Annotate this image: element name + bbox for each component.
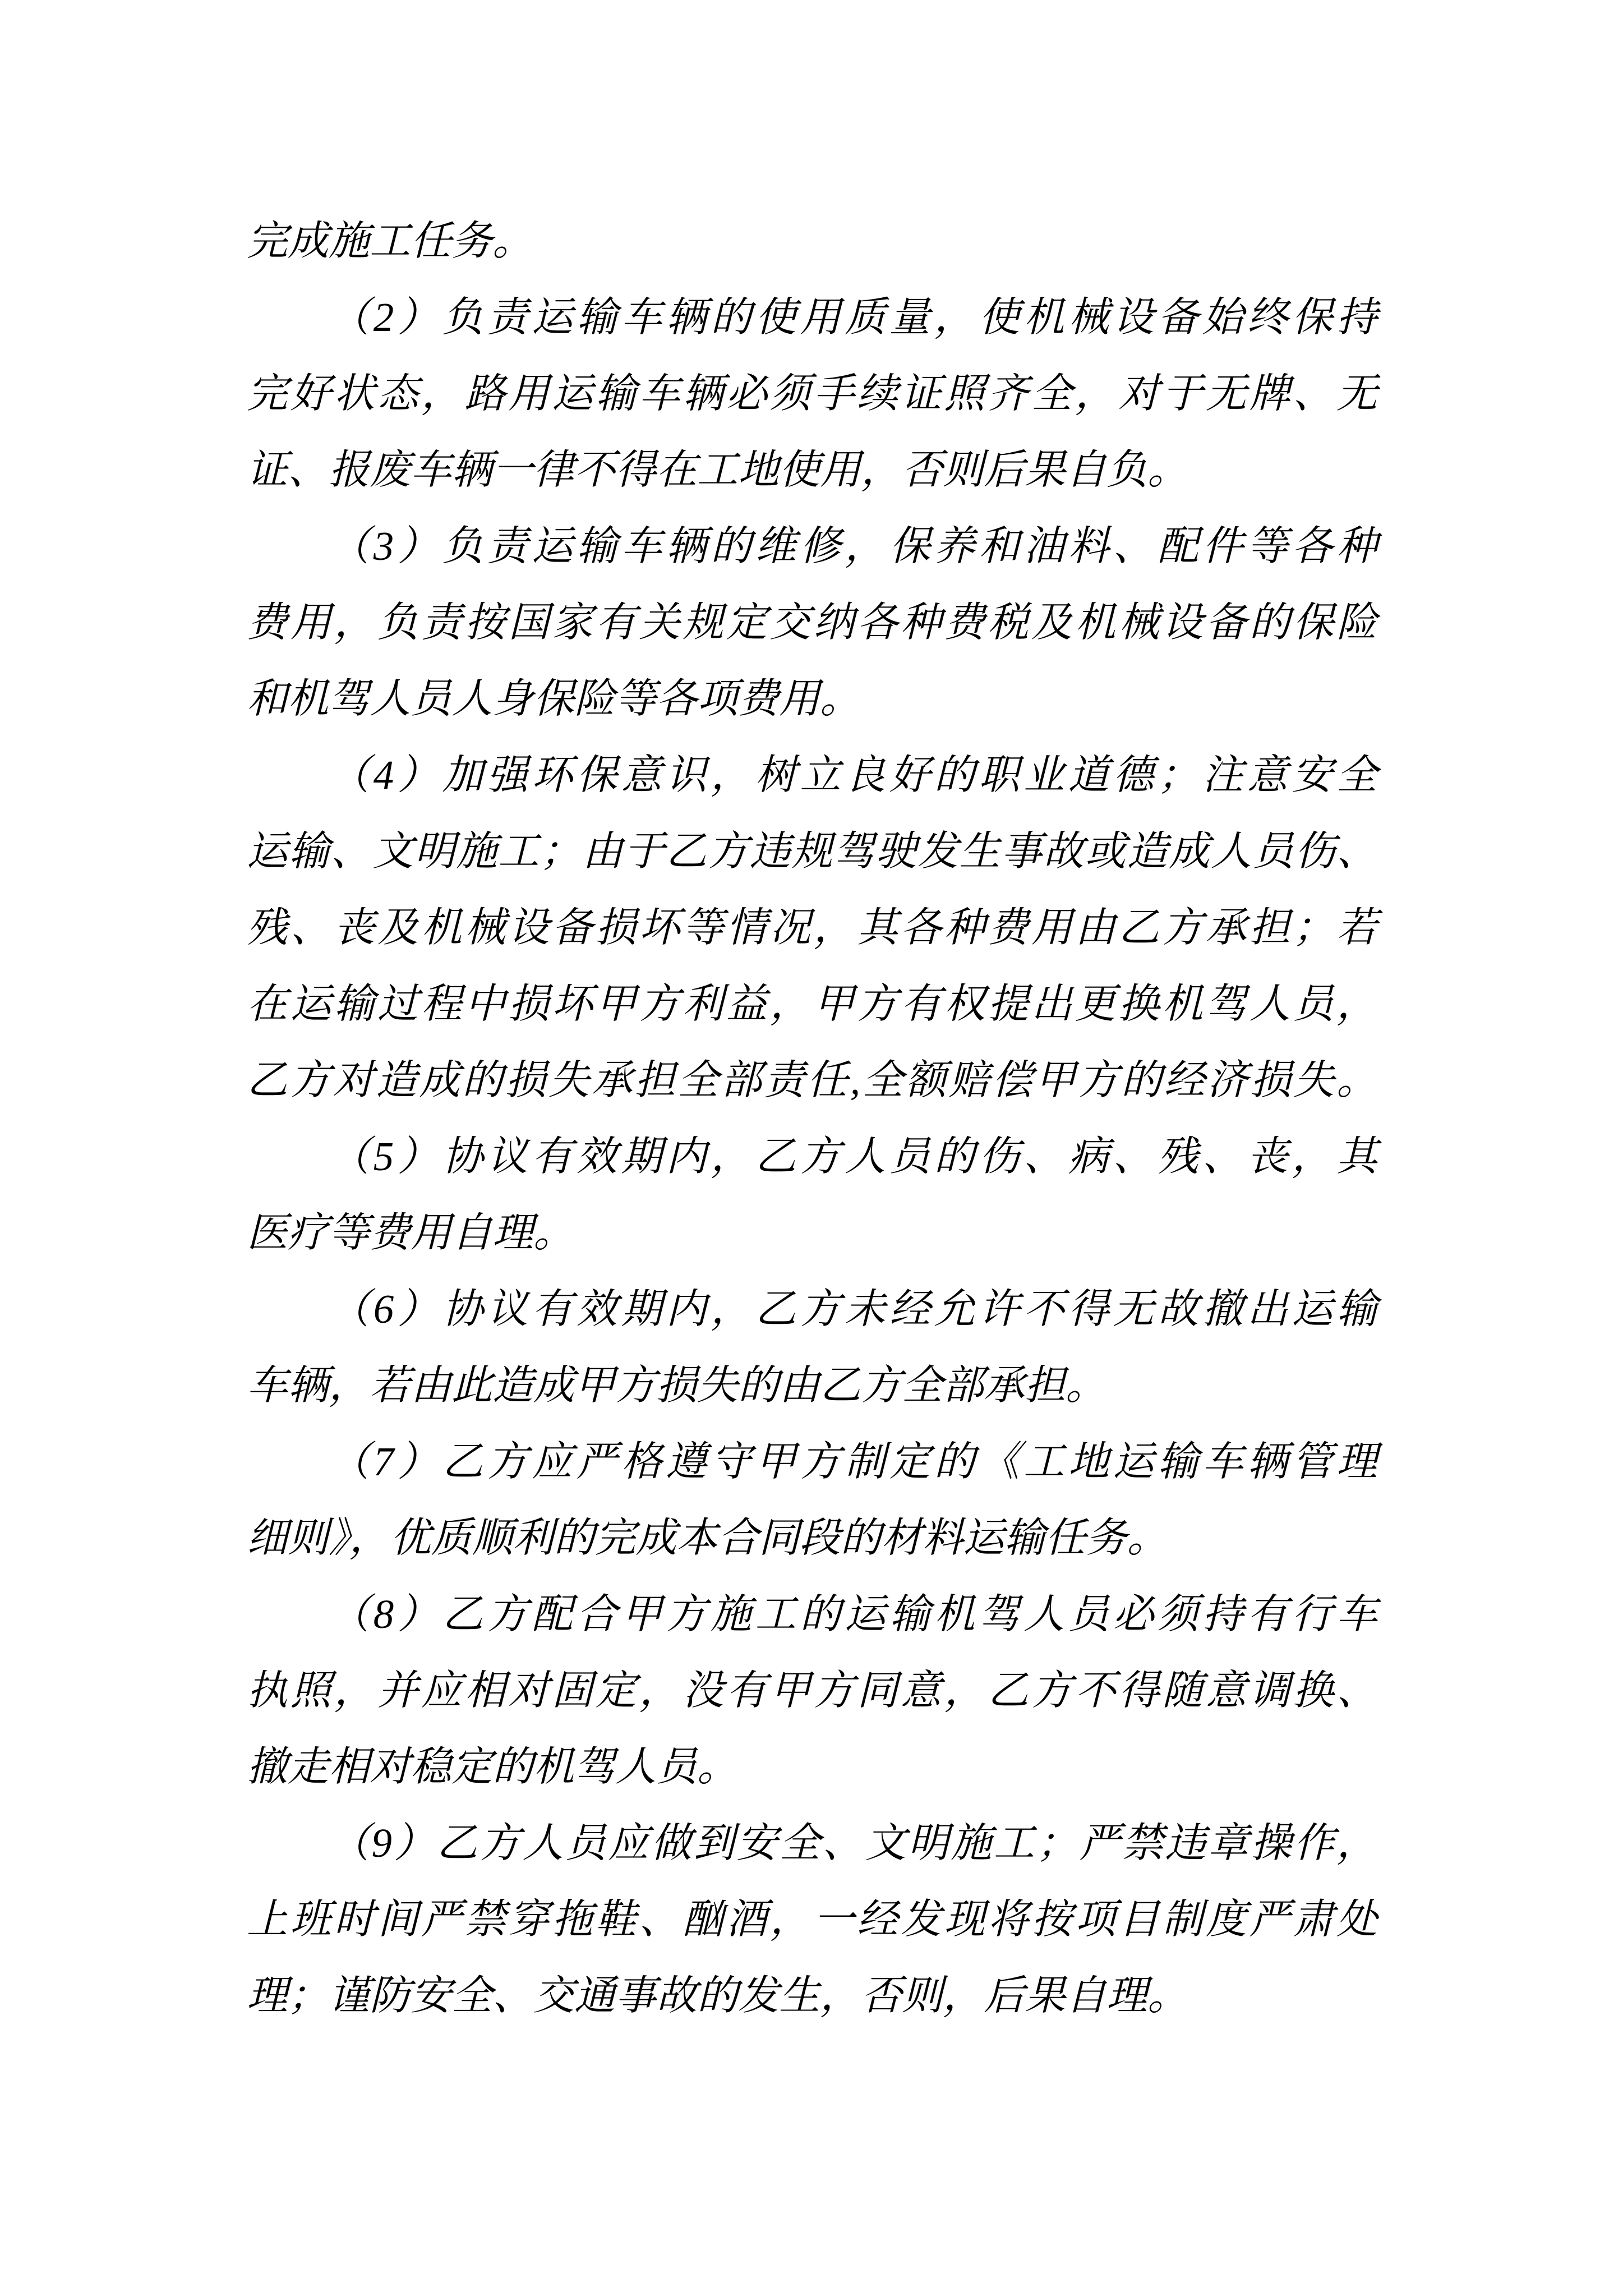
doc-line: （6）协议有效期内，乙方未经允许不得无故撤出运输: [329, 1286, 1377, 1332]
doc-line: （9）乙方人员应做到安全、文明施工；严禁违章操作，: [329, 1820, 1377, 1866]
doc-line: 撤走相对稳定的机驾人员。: [247, 1744, 738, 1789]
doc-line: 理；谨防安全、交通事故的发生，否则，后果自理。: [247, 1973, 1188, 2018]
doc-line: （4）加强环保意识，树立良好的职业道德；注意安全: [329, 752, 1377, 798]
doc-line: 乙方对造成的损失承担全部责任,全额赔偿甲方的经济损失。: [247, 1057, 1377, 1103]
doc-line: 执照，并应相对固定，没有甲方同意，乙方不得随意调换、: [247, 1668, 1377, 1713]
doc-line: （8）乙方配合甲方施工的运输机驾人员必须持有行车: [329, 1591, 1377, 1637]
doc-line: 上班时间严禁穿拖鞋、酗酒，一经发现将按项目制度严肃处: [247, 1897, 1377, 1942]
doc-line: （2）负责运输车辆的使用质量，使机械设备始终保持: [329, 295, 1377, 340]
doc-line: （3）负责运输车辆的维修，保养和油料、配件等各种: [329, 523, 1377, 569]
doc-line: 和机驾人员人身保险等各项费用。: [247, 676, 861, 721]
doc-line: 残、丧及机械设备损坏等情况，其各种费用由乙方承担；若: [247, 905, 1377, 950]
doc-line: （7）乙方应严格遵守甲方制定的《工地运输车辆管理: [329, 1439, 1377, 1484]
doc-line: 医疗等费用自理。: [247, 1210, 574, 1255]
doc-line: 费用，负责按国家有关规定交纳各种费税及机械设备的保险: [247, 600, 1377, 645]
doc-line: 车辆，若由此造成甲方损失的由乙方全部承担。: [247, 1363, 1106, 1408]
doc-line: 完好状态，路用运输车辆必须手续证照齐全，对于无牌、无: [247, 371, 1377, 416]
doc-line: 证、报废车辆一律不得在工地使用，否则后果自负。: [247, 447, 1188, 493]
doc-line: 细则》，优质顺利的完成本合同段的材料运输任务。: [247, 1515, 1168, 1561]
doc-line: 完成施工任务。: [247, 218, 533, 264]
doc-line: （5）协议有效期内，乙方人员的伤、病、残、丧，其: [329, 1134, 1377, 1179]
contract-text-block: [247, 203, 1377, 2034]
doc-line: 在运输过程中损坏甲方利益，甲方有权提出更换机驾人员，: [247, 981, 1377, 1027]
doc-line: 运输、文明施工；由于乙方违规驾驶发生事故或造成人员伤、: [247, 829, 1377, 874]
